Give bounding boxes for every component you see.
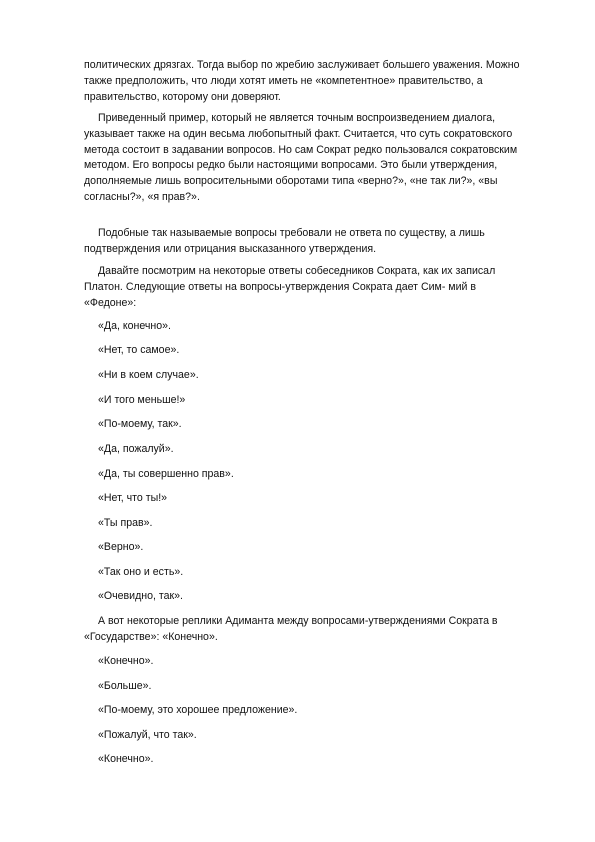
reply-simmias-7: «Да, ты совершенно прав». <box>98 468 234 480</box>
paragraph-1: политических дрязгах. Тогда выбор по жребию заслуживает большего уважения. Можно также предположить, что люди хотят иметь не «компетентное» правительство, а правительство, которому они доверяют. <box>84 59 520 103</box>
reply-simmias-1: «Да, конечно». <box>98 320 171 332</box>
reply-adeimantus-2: «Больше». <box>98 680 152 692</box>
reply-simmias-12: «Очевидно, так». <box>98 590 183 602</box>
reply-adeimantus-1: «Конечно». <box>98 655 154 667</box>
reply-simmias-10: «Верно». <box>98 541 144 553</box>
paragraph-4: Давайте посмотрим на некоторые ответы собеседников Сократа, как их записал Платон. Следующие ответы на вопросы-утверждения Сократа дает Сим- мий в «Федоне»: <box>84 265 496 309</box>
reply-adeimantus-5: «Конечно». <box>98 753 154 765</box>
reply-simmias-11: «Так оно и есть». <box>98 566 184 578</box>
paragraph-3: Подобные так называемые вопросы требовали не ответа по существу, а лишь подтверждения или отрицания высказанного утверждения. <box>84 227 485 255</box>
reply-adeimantus-3: «По-моему, это хорошее предложение». <box>98 704 298 716</box>
paragraph-5: А вот некоторые реплики Адиманта между вопросами-утверждениями Сократа в «Государстве»: «Конечно». <box>84 615 498 643</box>
reply-adeimantus-4: «Пожалуй, что так». <box>98 729 197 741</box>
paragraph-2: Приведенный пример, который не является точным воспроизведением диалога, указывает также на один весьма любопытный факт. Считается, что суть сократовского метода состоит в задавании вопросов. Но сам Сократ редко пользовался сократовским методом. Его вопросы редко были настоящими вопросами. Это были утверждения, дополняемые лишь вопросительными оборотами типа «верно?», «не так ли?», «вы согласны?», «я прав?». <box>84 112 518 203</box>
reply-simmias-6: «Да, пожалуй». <box>98 443 174 455</box>
reply-simmias-9: «Ты прав». <box>98 517 153 529</box>
reply-simmias-3: «Ни в коем случае». <box>98 369 199 381</box>
reply-simmias-4: «И того меньше!» <box>98 394 186 406</box>
reply-simmias-8: «Нет, что ты!» <box>98 492 168 504</box>
reply-simmias-5: «По-моему, так». <box>98 418 182 430</box>
reply-simmias-2: «Нет, то самое». <box>98 344 180 356</box>
